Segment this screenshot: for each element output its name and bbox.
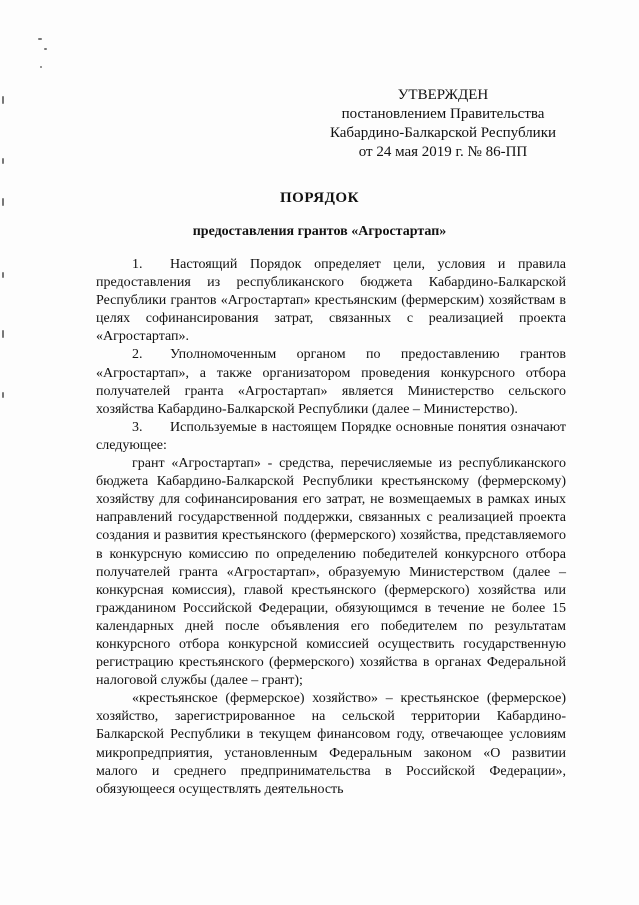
document-subtitle: предоставления грантов «Агростартап» — [192, 224, 447, 239]
definition-farm — [96, 690, 566, 799]
approval-line: постановлением Правительства — [341, 106, 545, 122]
definition-grant — [96, 455, 566, 690]
scan-speck — [2, 158, 4, 164]
document-title: ПОРЯДОК — [280, 190, 359, 206]
paragraph-text: Настоящий Порядок определяет цели, условия и правила предоставления из республиканского бюджета Кабардино-Балкарской Республики грантов «Агростартап» крестьянским (фермерским) хозяйствам в целях софинансирования затрат, связанных с реализацией проекта «Агростартап». — [96, 257, 566, 345]
scan-speck — [38, 38, 42, 40]
paragraph-number: 2. — [132, 347, 143, 363]
approval-date: от 24 мая 2019 г. № 86-ПП — [358, 144, 528, 160]
scan-speck — [2, 392, 4, 398]
paragraph-text: грант «Агростартап» - средства, перечисляемые из республиканского бюджета Кабардино-Балкарской Республики крестьянскому (фермерскому) хозяйству для софинансирования его затрат, не возмещаемых в рамках иных направлений государственной поддержки, связанных с реализацией проекта создания и развития крестьянского (фермерского) хозяйства, представляемого в конкурсную комиссию по определению победителей конкурсного отбора получателей гранта «Агростартап», образуемую Министерством (далее – конкурсная комиссия), главой крестьянского (фермерского) хозяйства или гражданином Российской Федерации, обязующимся в течение не более 15 календарных дней после объявления его победителем по результатам конкурсного отбора конкурсной комиссией осуществить государственную регистрацию крестьянского (фермерского) хозяйства в органах Федеральной налоговой службы (далее – грант); — [96, 456, 566, 689]
scan-speck — [2, 96, 4, 104]
paragraph-number: 3. — [132, 419, 143, 435]
paragraph-3 — [96, 419, 566, 455]
scan-speck — [40, 66, 42, 68]
paragraph-2 — [96, 346, 566, 418]
paragraph-text: Уполномоченным органом по предоставлению грантов «Агростартап», а также организатором проведения конкурсного отбора получателей гранта «Агростартап» является Министерство сельского хозяйства Кабардино-Балкарской Республики (далее – Министерство). — [96, 347, 566, 417]
scan-speck — [2, 272, 4, 278]
approval-line: Кабардино-Балкарской Республики — [329, 125, 557, 141]
approval-block — [323, 86, 563, 162]
paragraph-number: 1. — [132, 257, 143, 272]
document-body — [96, 256, 566, 799]
scan-speck — [44, 48, 47, 50]
approval-heading: УТВЕРЖДЕН — [397, 87, 489, 103]
paragraph-text: Используемые в настоящем Порядке основные понятия означают следующее: — [96, 419, 566, 453]
scan-speck — [2, 330, 4, 338]
paragraph-text: «крестьянское (фермерское) хозяйство» – крестьянское (фермерское) хозяйство, зарегистрированное на сельской территории Кабардино-Балкарской Республики в текущем финансовом году, отвечающее условиям микропредприятия, установленным Федеральным законом «О развитии малого и среднего предпринимательства в Российской Федерации», обязующееся осуществлять деятельность — [96, 691, 566, 797]
paragraph-1 — [96, 256, 566, 346]
